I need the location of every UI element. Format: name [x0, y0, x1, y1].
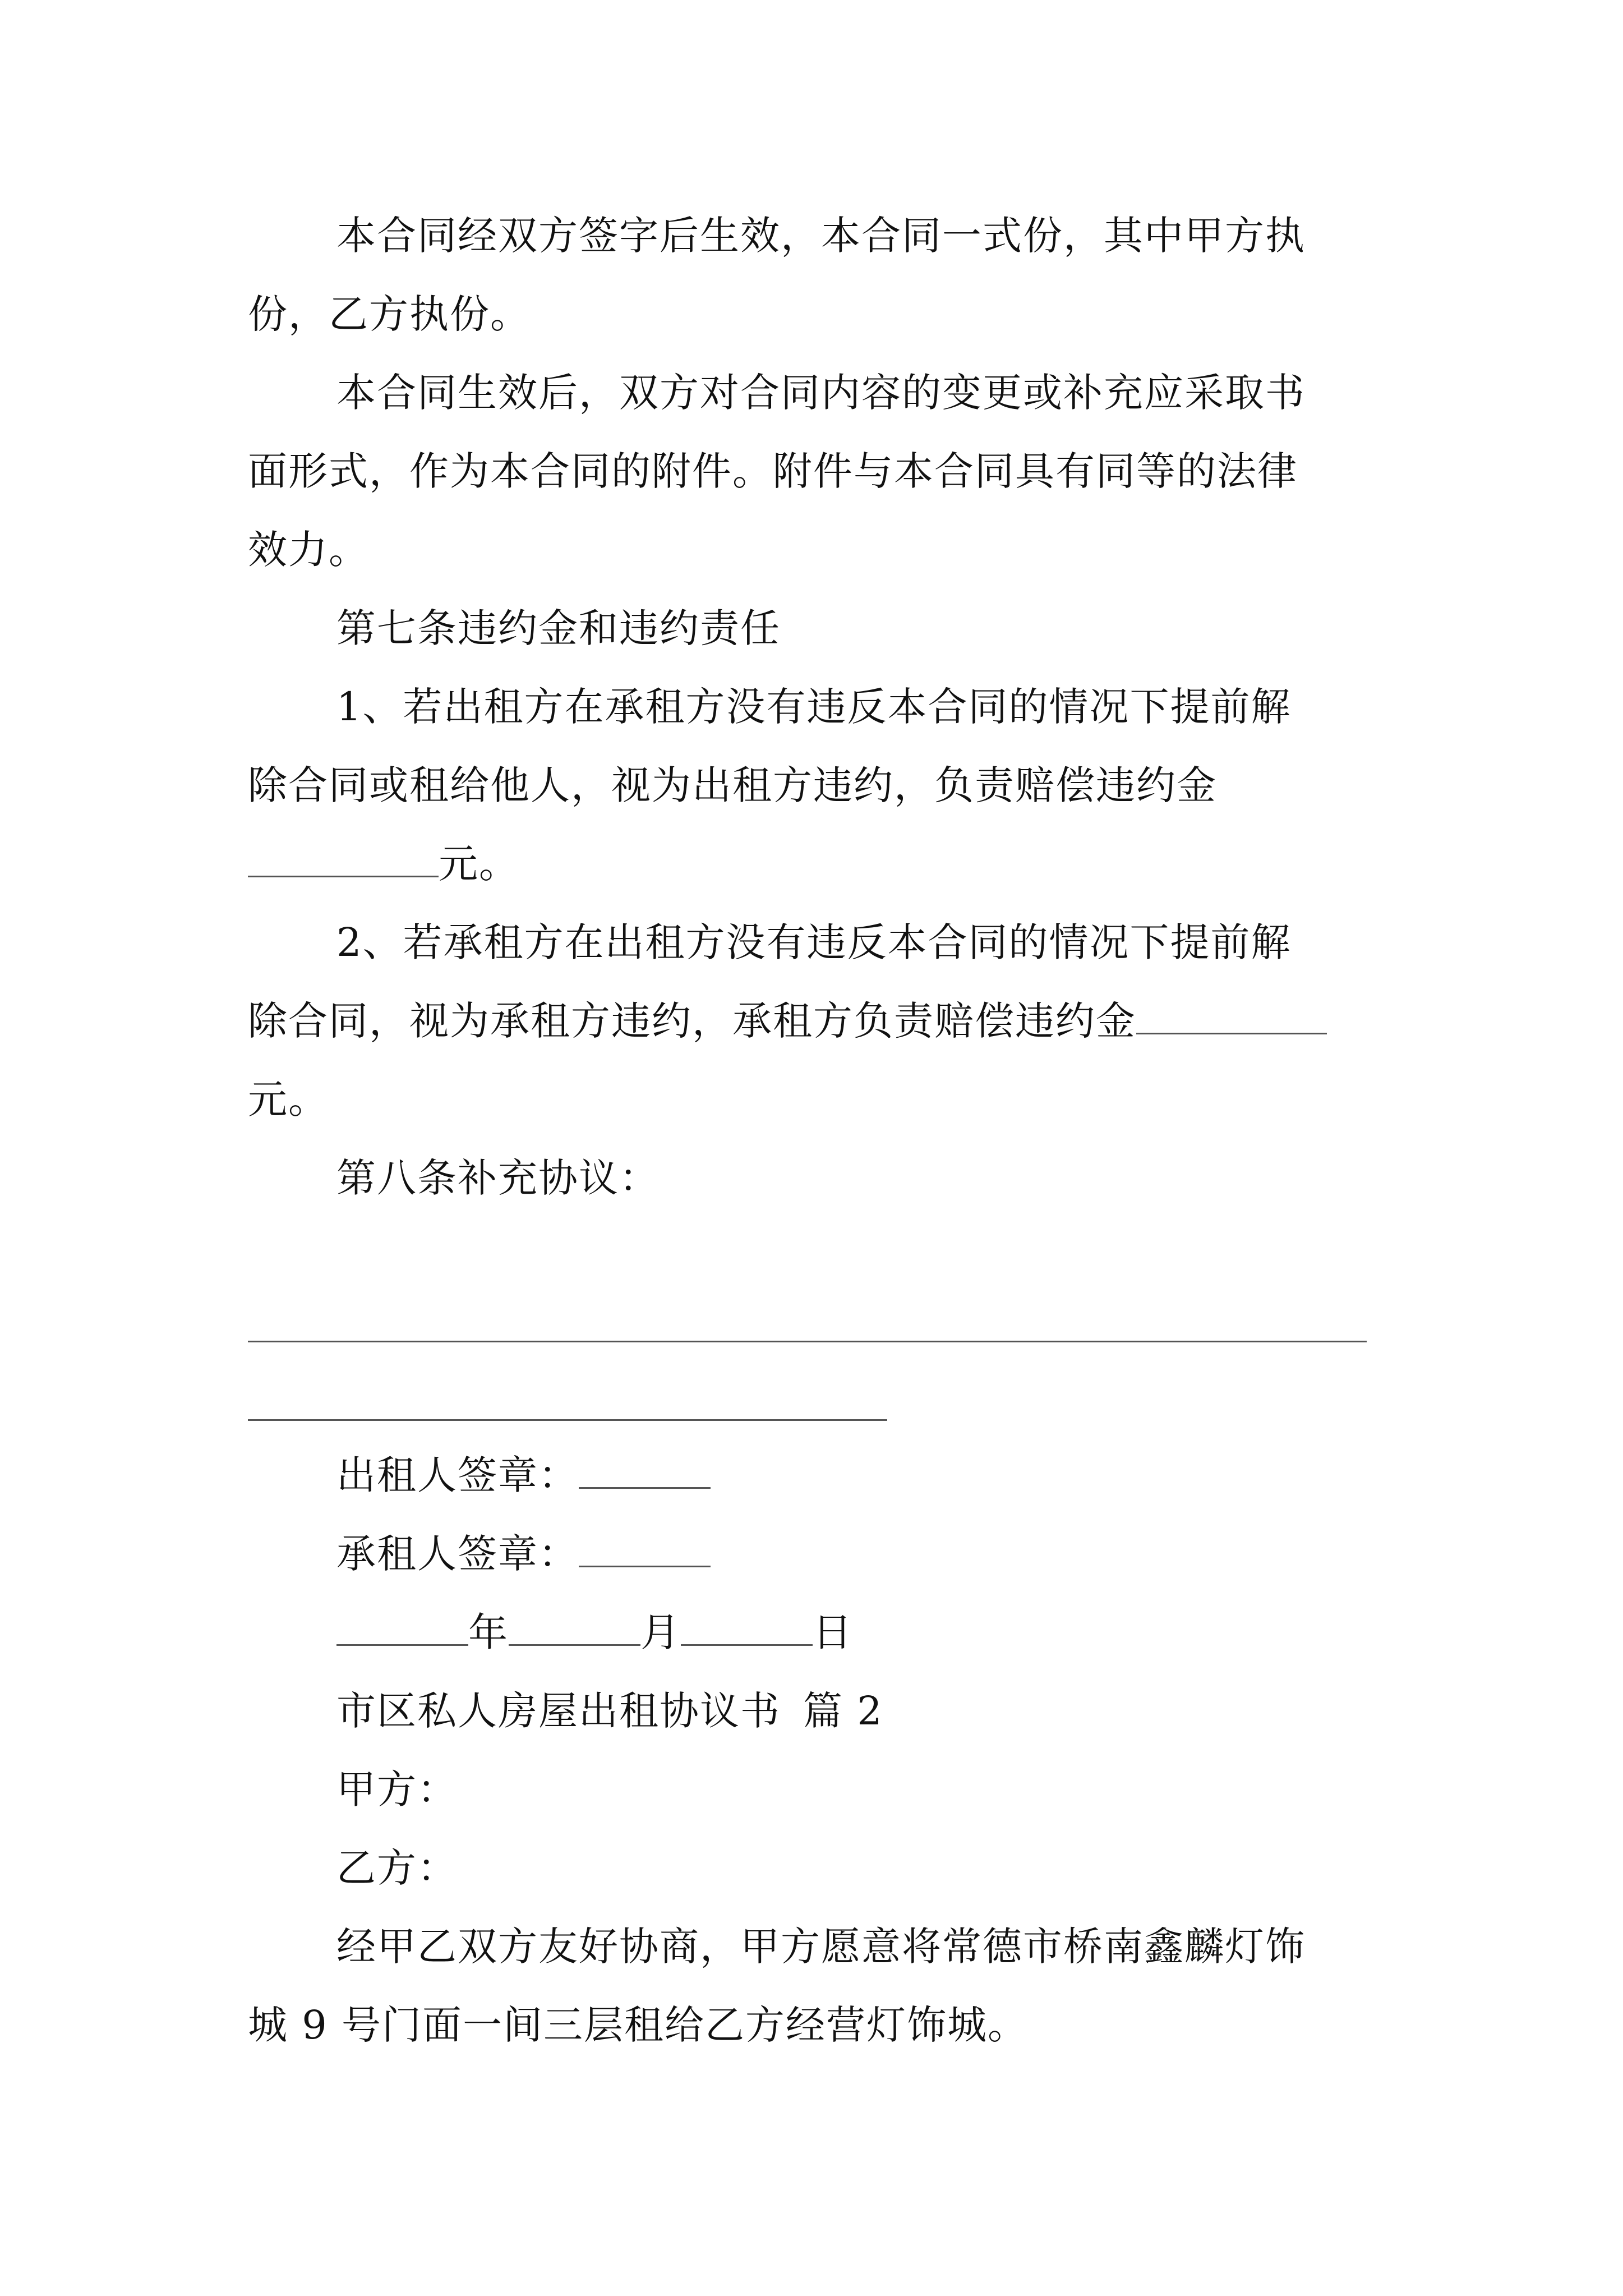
article-7-item-1-line-2: 除合同或租给他人，视为出租方违约，负责赔偿违约金 — [248, 762, 1217, 808]
lessee-signature-line — [336, 1529, 711, 1579]
party-a-line: 甲方： — [336, 1766, 458, 1812]
year-label: 年 — [468, 1609, 509, 1655]
supplement-blank-line-1 — [248, 1341, 1367, 1342]
lessee-signature-label: 承租人签章： — [336, 1531, 579, 1577]
section-2-title: 市区私人房屋出租协议书 — [336, 1688, 781, 1734]
item-2-text: 除合同，视为承租方违约，承租方负责赔偿违约金 — [248, 998, 1136, 1044]
article-7-item-2-line-3: 元。 — [248, 1076, 329, 1122]
yuan-text: 元。 — [439, 841, 519, 887]
amount-blank — [1136, 998, 1327, 1034]
paragraph-1-line-2: 份，乙方执份。 — [248, 291, 531, 337]
article-8-title: 第八条补充协议： — [336, 1155, 660, 1201]
paragraph-1-line-1: 本合同经双方签字后生效，本合同一式份，其中甲方执 — [336, 213, 1306, 259]
lessor-signature-label: 出租人签章： — [336, 1452, 579, 1498]
article-7-item-1-line-1: 1、若出租方在承租方没有违反本合同的情况下提前解 — [336, 684, 1292, 730]
article-7-item-2-line-1: 2、若承租方在出租方没有违反本合同的情况下提前解 — [336, 919, 1292, 965]
paragraph-2-line-3: 效力。 — [248, 527, 369, 573]
month-label: 月 — [640, 1609, 681, 1655]
section-2-title-suffix: 篇 2 — [803, 1688, 883, 1734]
paragraph-2-line-2: 面形式，作为本合同的附件。附件与本合同具有同等的法律 — [248, 448, 1298, 494]
article-7-item-1-line-3 — [248, 839, 519, 889]
lessor-signature-line — [336, 1450, 711, 1501]
day-blank — [681, 1609, 813, 1646]
section-2-title-line — [336, 1686, 883, 1736]
section-2-intro-line-2: 城 9 号门面一间三层租给乙方经营灯饰城。 — [248, 2002, 1029, 2048]
year-blank — [336, 1609, 468, 1646]
party-b-line: 乙方： — [336, 1845, 458, 1891]
article-7-title: 第七条违约金和违约责任 — [336, 605, 781, 651]
supplement-blank-line-2 — [248, 1419, 887, 1421]
month-blank — [509, 1609, 640, 1646]
day-label: 日 — [813, 1609, 853, 1655]
section-2-intro-line-1: 经甲乙双方友好协商，甲方愿意将常德市桥南鑫麟灯饰 — [336, 1924, 1306, 1970]
amount-blank — [248, 841, 439, 877]
lessee-signature-blank — [579, 1531, 711, 1567]
date-line — [336, 1607, 853, 1658]
article-7-item-2-line-2 — [248, 996, 1327, 1046]
lessor-signature-blank — [579, 1452, 711, 1489]
paragraph-2-line-1: 本合同生效后，双方对合同内容的变更或补充应采取书 — [336, 370, 1306, 416]
